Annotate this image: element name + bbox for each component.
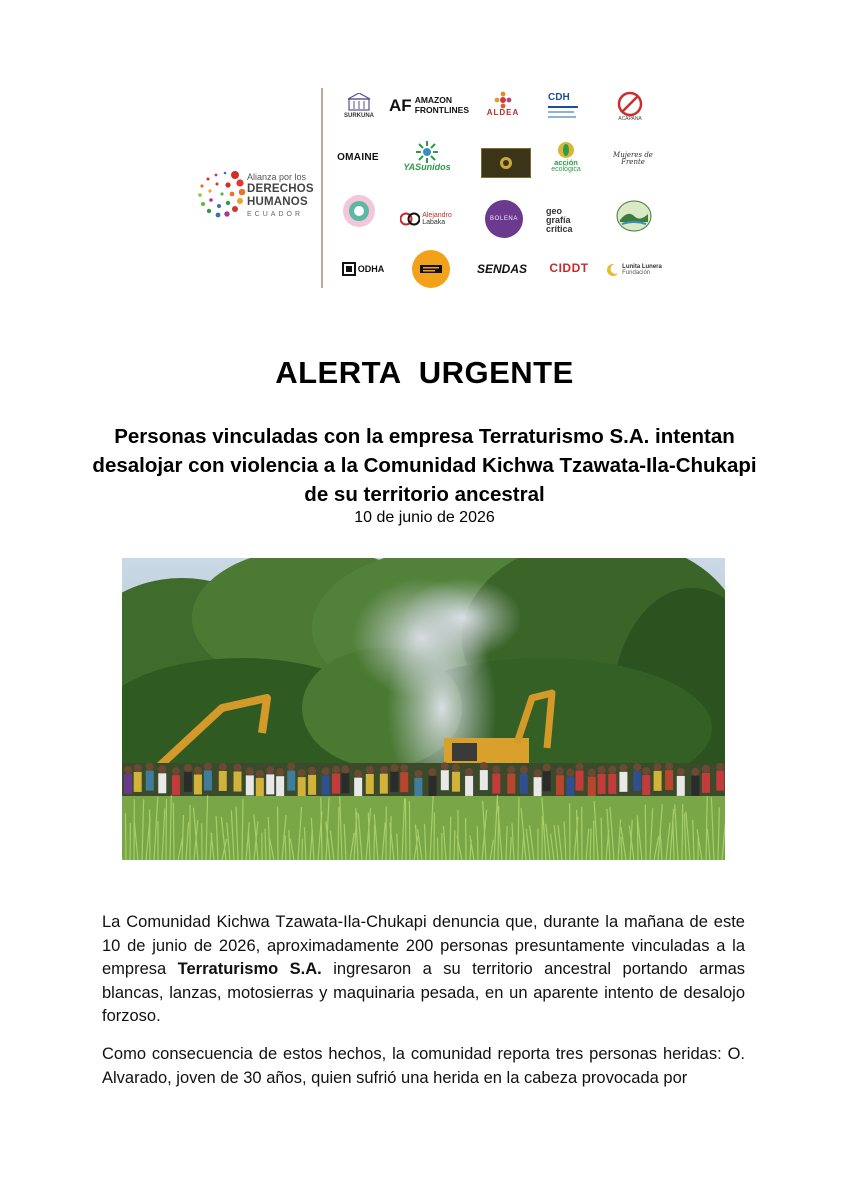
sendas-logo: SENDAS bbox=[476, 262, 527, 276]
header-divider bbox=[321, 88, 323, 288]
alejandro-labaka-icon bbox=[400, 211, 420, 227]
aldea-logo: ALDEA bbox=[484, 88, 522, 120]
orange-circle-logo bbox=[412, 250, 450, 288]
alejandro-labaka-logo: Alejandro Labaka bbox=[398, 208, 454, 230]
company-name: Terraturismo S.A. bbox=[177, 960, 322, 978]
accion-ecologica-logo: acción ecológica bbox=[546, 137, 586, 177]
aldea-flower-icon bbox=[493, 91, 513, 109]
alliance-derechos: DERECHOS bbox=[247, 183, 314, 195]
moon-icon bbox=[606, 263, 620, 277]
organization-circle-icon bbox=[341, 193, 377, 229]
paragraph-2: Como consecuencia de estos hechos, la comunidad reporta tres personas heridas: O. Alvarado, joven de 30 años, quien sufrió una herida en la cabeza provocada por bbox=[102, 1045, 745, 1087]
alert-date: 10 de junio de 2026 bbox=[354, 509, 495, 526]
alert-subtitle: Personas vinculadas con la empresa Terraturismo S.A. intentan desalojar con violencia a la Comunidad Kichwa Tzawata-Ila-Chukapi de su territorio ancestral bbox=[92, 425, 757, 506]
paragraph-1: La Comunidad Kichwa Tzawata-Ila-Chukapi denuncia que, durante la mañana de este 10 de junio de 2026, aproximadamente 200 personas presuntamente vinculadas a la empresa Terraturismo S.A. ingresaron a su territorio ancestral portando armas blancas, lanzas, motosierras y maquinaria pesada, en un aparente intento de desalojo forzoso. bbox=[102, 913, 745, 1025]
photo-illustration bbox=[122, 558, 725, 860]
landscape-seal-icon bbox=[616, 200, 652, 232]
surkuna-logo: SURKUNA bbox=[340, 90, 378, 122]
surkuna-building-icon bbox=[347, 93, 371, 111]
lunita-lunera-logo: Lunita Lunera Fundación bbox=[606, 258, 662, 282]
community-photo bbox=[122, 558, 725, 860]
bolena-logo: BOLENA bbox=[485, 200, 523, 238]
banner-icon bbox=[420, 262, 442, 276]
amazon-frontlines-logo: AF AMAZON FRONTLINES bbox=[389, 95, 469, 115]
ciddt-logo: CIDDT bbox=[549, 261, 589, 275]
acapana-stop-icon bbox=[615, 91, 645, 117]
odha-logo: ODHA bbox=[338, 258, 388, 280]
page-title: ALERTA URGENTE bbox=[275, 355, 574, 390]
cdh-logo: CDH bbox=[548, 90, 584, 120]
omaine-logo: OMAINE bbox=[337, 152, 379, 163]
geografia-critica-logo: geo grafía crítica bbox=[546, 205, 573, 234]
landscape-seal-logo bbox=[614, 198, 654, 234]
acapana-logo: ACAPANA bbox=[610, 88, 650, 124]
mujeres-de-frente-logo: Mujeres de Frente bbox=[613, 151, 653, 166]
alliance-tagline: Alianza por los bbox=[247, 172, 307, 182]
emblem-icon bbox=[499, 156, 513, 170]
odha-icon bbox=[342, 262, 356, 276]
pink-circle-logo bbox=[340, 192, 378, 230]
accion-leaf-icon bbox=[557, 141, 575, 159]
alianza-ddhh-logo bbox=[195, 167, 315, 223]
alliance-dots-icon bbox=[195, 167, 247, 223]
alliance-humanos: HUMANOS bbox=[247, 195, 308, 208]
yasunidos-logo: YASunidos bbox=[405, 136, 449, 176]
alliance-ecuador: ECUADOR bbox=[247, 211, 304, 218]
organization-badge-logo bbox=[481, 148, 531, 178]
yasunidos-sun-icon bbox=[416, 141, 438, 163]
